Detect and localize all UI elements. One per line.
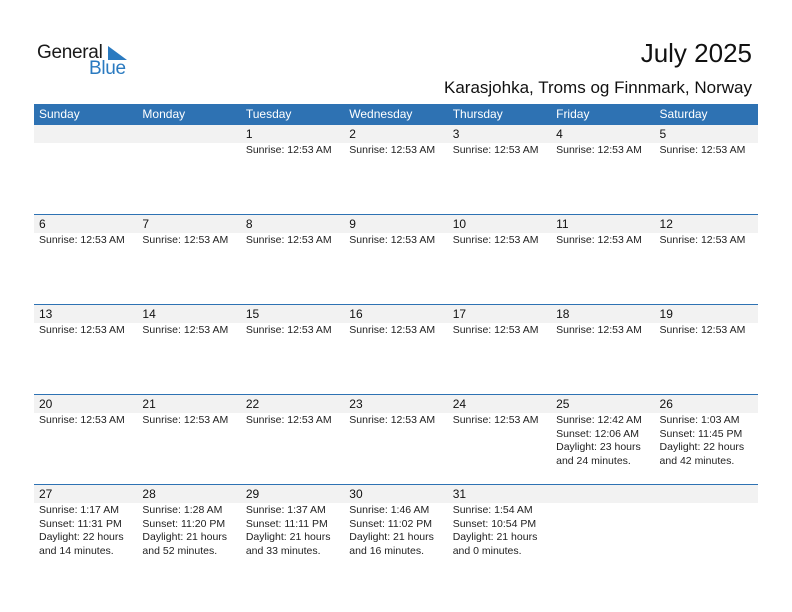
day-number: 23 (349, 397, 363, 411)
sun-info-line: Sunrise: 1:54 AM (452, 504, 533, 516)
page-title: July 2025 (640, 38, 752, 68)
day-sun-info (34, 413, 137, 428)
day-number-band (34, 395, 137, 413)
day-number-band (448, 215, 551, 233)
day-cell (344, 305, 447, 394)
day-sun-info (241, 323, 344, 338)
day-number: 9 (349, 217, 356, 231)
sun-info-line: Sunrise: 12:53 AM (349, 414, 436, 426)
day-cell (137, 125, 240, 214)
day-cell (655, 215, 758, 304)
day-sun-info (34, 323, 137, 338)
day-cell (655, 485, 758, 575)
day-cell (551, 395, 654, 484)
sun-info-line: and 16 minutes. (349, 544, 424, 557)
day-cell (448, 395, 551, 484)
day-number-band (137, 305, 240, 323)
day-cell (344, 125, 447, 214)
week-row (34, 305, 758, 395)
day-cell (241, 125, 344, 214)
day-cell (655, 125, 758, 214)
day-number: 2 (349, 127, 356, 141)
weekday-sunday: Sunday (39, 107, 80, 121)
day-number-band (551, 215, 654, 233)
location-subtitle: Karasjohka, Troms og Finnmark, Norway (444, 78, 752, 97)
day-cell (241, 215, 344, 304)
sun-info-line: and 14 minutes. (39, 544, 114, 557)
day-number-band (551, 125, 654, 143)
sun-info-line: Sunrise: 12:53 AM (39, 414, 125, 426)
sun-info-line: and 0 minutes. (452, 544, 522, 557)
sun-info-line: and 33 minutes. (245, 544, 321, 557)
day-number-band (34, 485, 137, 503)
day-number: 16 (349, 307, 363, 321)
sun-info-line: Sunset: 11:20 PM (142, 517, 226, 530)
day-cell (34, 395, 137, 484)
calendar-weeks (34, 125, 758, 575)
sun-info-line: Sunrise: 1:17 AM (39, 504, 119, 516)
day-number-band (448, 395, 551, 413)
day-cell (241, 305, 344, 394)
day-sun-info (448, 143, 551, 158)
sun-info-line: Sunrise: 12:53 AM (142, 414, 229, 426)
day-sun-info (448, 323, 551, 338)
day-sun-info (551, 233, 654, 248)
day-number-band (137, 125, 240, 143)
day-cell (655, 305, 758, 394)
day-cell (137, 215, 240, 304)
day-number: 1 (245, 127, 253, 141)
day-cell (448, 215, 551, 304)
day-number: 31 (452, 487, 467, 501)
sun-info-line: Daylight: 21 hours (349, 531, 434, 543)
day-number-band (241, 305, 344, 323)
sun-info-line: Sunrise: 1:03 AM (659, 414, 740, 426)
day-cell (34, 215, 137, 304)
sun-info-line: Sunrise: 12:53 AM (142, 324, 229, 336)
day-cell (137, 395, 240, 484)
day-cell (448, 485, 551, 575)
day-number-band (137, 395, 240, 413)
day-number-band (344, 305, 447, 323)
day-number: 20 (39, 397, 53, 411)
day-cell (34, 485, 137, 575)
day-sun-info (551, 323, 654, 338)
day-number: 3 (452, 127, 460, 141)
day-number: 8 (245, 217, 253, 231)
day-number: 18 (556, 307, 570, 321)
day-sun-info (137, 143, 240, 144)
sun-info-line: Sunset: 12:06 AM (556, 427, 639, 440)
day-number: 7 (142, 217, 150, 231)
sun-info-line: Sunrise: 12:53 AM (349, 234, 436, 246)
day-number-band (344, 125, 447, 143)
sun-info-line: Sunrise: 12:53 AM (659, 144, 746, 156)
day-number: 19 (659, 307, 673, 321)
sun-info-line: and 24 minutes. (556, 454, 631, 467)
day-cell (551, 215, 654, 304)
day-cell (137, 305, 240, 394)
sun-info-line: Sunrise: 12:53 AM (452, 324, 539, 336)
day-number: 28 (142, 487, 156, 501)
day-number: 14 (142, 307, 156, 321)
day-number-band (137, 485, 240, 503)
day-sun-info (34, 503, 137, 558)
sun-info-line: Sunrise: 12:53 AM (659, 324, 746, 336)
day-number-band (241, 395, 344, 413)
day-number: 24 (452, 397, 467, 411)
sun-info-line: Sunrise: 12:42 AM (556, 414, 642, 426)
day-number-band (448, 125, 551, 143)
day-number-band (655, 215, 758, 233)
sun-info-line: Sunrise: 12:53 AM (452, 414, 539, 426)
day-sun-info (344, 413, 447, 428)
day-sun-info (137, 323, 240, 338)
calendar-grid (34, 104, 758, 575)
day-number-band (34, 125, 137, 143)
day-sun-info (344, 143, 447, 158)
day-cell (344, 395, 447, 484)
sun-info-line: Sunrise: 1:28 AM (142, 504, 223, 516)
sun-info-line: Daylight: 22 hours (659, 441, 745, 453)
day-cell (137, 485, 240, 575)
day-number-band (34, 215, 137, 233)
day-sun-info (137, 413, 240, 428)
logo-text-general: General (37, 42, 103, 63)
day-sun-info (241, 143, 344, 158)
sun-info-line: Sunset: 11:31 PM (39, 517, 122, 530)
sun-info-line: Sunrise: 12:53 AM (452, 234, 539, 246)
weekday-header (34, 104, 758, 125)
day-number: 5 (659, 127, 667, 141)
weekday-saturday: Saturday (659, 107, 708, 121)
day-cell (655, 395, 758, 484)
sun-info-line: Sunrise: 12:53 AM (659, 234, 746, 246)
day-number-band (344, 485, 447, 503)
day-number-band (344, 215, 447, 233)
day-number-band (655, 395, 758, 413)
day-number: 10 (452, 217, 467, 231)
day-number-band (241, 215, 344, 233)
day-number-band (551, 485, 654, 503)
sun-info-line: Sunrise: 12:53 AM (556, 144, 642, 156)
weekday-thursday: Thursday (452, 107, 503, 121)
day-number: 6 (39, 217, 46, 231)
day-sun-info (655, 323, 758, 338)
sun-info-line: and 42 minutes. (659, 454, 735, 467)
day-number: 27 (39, 487, 53, 501)
day-number-band (241, 485, 344, 503)
sun-info-line: Sunset: 11:02 PM (349, 517, 432, 530)
sun-info-line: and 52 minutes. (142, 544, 218, 557)
day-number-band (137, 215, 240, 233)
sun-info-line: Sunrise: 12:53 AM (245, 414, 332, 426)
day-cell (34, 125, 137, 214)
day-sun-info (344, 323, 447, 338)
day-cell (34, 305, 137, 394)
sun-info-line: Sunrise: 12:53 AM (39, 234, 125, 246)
day-sun-info (241, 413, 344, 428)
day-sun-info (551, 413, 654, 468)
weekday-friday: Friday (556, 107, 590, 121)
day-sun-info (655, 143, 758, 158)
sun-info-line: Sunset: 11:45 PM (659, 427, 743, 440)
day-cell (551, 305, 654, 394)
sun-info-line: Sunrise: 1:37 AM (245, 504, 326, 516)
sun-info-line: Sunset: 10:54 PM (452, 517, 537, 530)
day-sun-info (551, 503, 654, 504)
day-number-band (655, 305, 758, 323)
day-number: 26 (659, 397, 673, 411)
day-cell (241, 485, 344, 575)
sun-info-line: Sunrise: 12:53 AM (556, 324, 642, 336)
day-number: 15 (245, 307, 260, 321)
day-sun-info (344, 503, 447, 558)
sun-info-line: Sunrise: 12:53 AM (349, 144, 436, 156)
week-row (34, 125, 758, 215)
day-sun-info (241, 503, 344, 558)
day-cell (551, 125, 654, 214)
day-number-band (551, 395, 654, 413)
day-cell (241, 395, 344, 484)
day-sun-info (655, 413, 758, 468)
week-row (34, 215, 758, 305)
day-sun-info (344, 233, 447, 248)
day-sun-info (34, 233, 137, 248)
sun-info-line: Daylight: 21 hours (245, 531, 331, 543)
day-number-band (448, 485, 551, 503)
sun-info-line: Sunrise: 12:53 AM (142, 234, 229, 246)
day-cell (448, 305, 551, 394)
sun-info-line: Sunrise: 1:46 AM (349, 504, 430, 516)
day-number: 11 (556, 217, 569, 231)
day-sun-info (448, 233, 551, 248)
day-sun-info (137, 233, 240, 248)
sun-info-line: Daylight: 22 hours (39, 531, 124, 543)
sun-info-line: Daylight: 21 hours (142, 531, 228, 543)
day-cell (344, 215, 447, 304)
week-row (34, 485, 758, 575)
day-number: 30 (349, 487, 363, 501)
generalblue-logo (37, 42, 137, 82)
day-sun-info (655, 233, 758, 248)
sun-info-line: Sunset: 11:11 PM (245, 517, 328, 530)
day-sun-info (448, 503, 551, 558)
sun-info-line: Sunrise: 12:53 AM (245, 324, 332, 336)
day-number-band (551, 305, 654, 323)
sun-info-line: Sunrise: 12:53 AM (245, 234, 332, 246)
day-number-band (448, 305, 551, 323)
day-sun-info (655, 503, 758, 504)
day-cell (448, 125, 551, 214)
day-sun-info (137, 503, 240, 558)
day-sun-info (241, 233, 344, 248)
sun-info-line: Daylight: 21 hours (452, 531, 538, 543)
sun-info-line: Daylight: 23 hours (556, 441, 641, 453)
sun-info-line: Sunrise: 12:53 AM (556, 234, 642, 246)
day-number: 29 (245, 487, 260, 501)
day-sun-info (551, 143, 654, 158)
day-number-band (241, 125, 344, 143)
day-sun-info (34, 143, 137, 144)
sun-info-line: Sunrise: 12:53 AM (452, 144, 539, 156)
day-number: 21 (142, 397, 156, 411)
day-number: 25 (556, 397, 570, 411)
day-number: 12 (659, 217, 673, 231)
day-number-band (344, 395, 447, 413)
weekday-wednesday: Wednesday (349, 107, 413, 121)
day-sun-info (448, 413, 551, 428)
day-cell (344, 485, 447, 575)
day-number: 13 (39, 307, 53, 321)
sun-info-line: Sunrise: 12:53 AM (245, 144, 332, 156)
week-row (34, 395, 758, 485)
day-number: 22 (245, 397, 260, 411)
sun-info-line: Sunrise: 12:53 AM (39, 324, 125, 336)
day-cell (551, 485, 654, 575)
day-number: 17 (452, 307, 467, 321)
logo-text-blue: Blue (89, 58, 126, 79)
weekday-monday: Monday (142, 107, 186, 121)
sun-info-line: Sunrise: 12:53 AM (349, 324, 436, 336)
day-number: 4 (556, 127, 563, 141)
day-number-band (34, 305, 137, 323)
weekday-tuesday: Tuesday (245, 107, 292, 121)
day-number-band (655, 485, 758, 503)
day-number-band (655, 125, 758, 143)
